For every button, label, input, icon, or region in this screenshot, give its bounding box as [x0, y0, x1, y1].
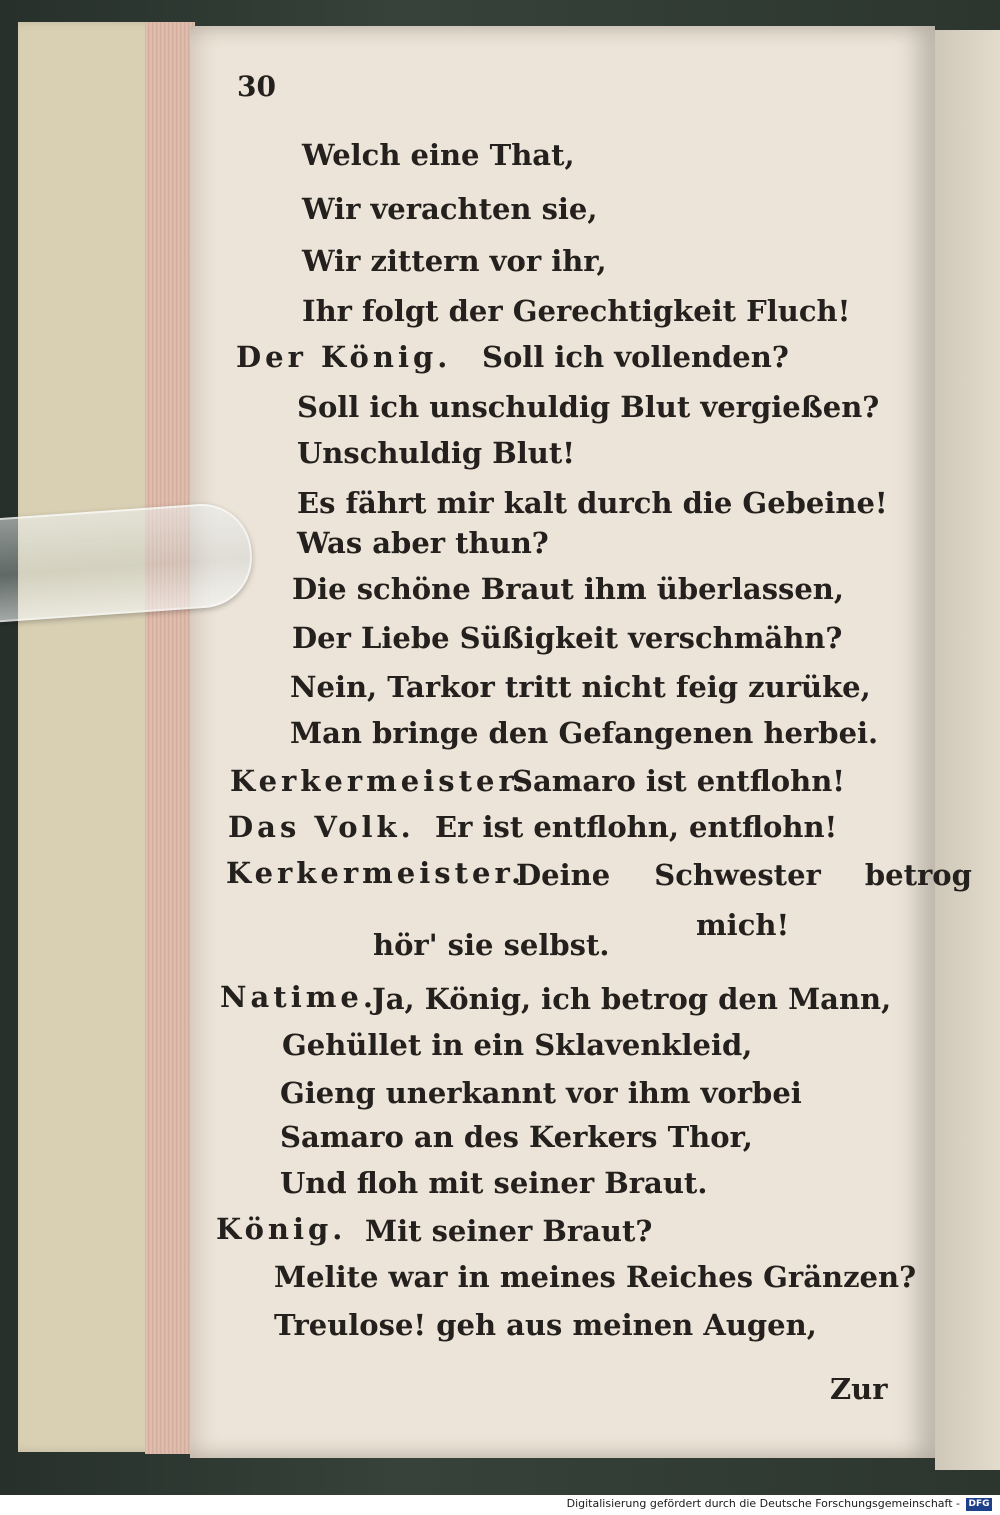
speaker-name: Das Volk.: [228, 810, 415, 844]
verse-line: Was aber thun?: [297, 526, 549, 560]
page-holder-clip: [0, 501, 255, 624]
catchword: Zur: [830, 1372, 888, 1406]
verse-line: Treulose! geh aus meinen Augen,: [274, 1308, 817, 1342]
page-number: 30: [237, 70, 276, 103]
speaker-name: Kerkermeister.: [230, 764, 530, 798]
verse-line: Soll ich unschuldig Blut vergießen?: [297, 390, 880, 424]
verse-line: Es fährt mir kalt durch die Gebeine!: [297, 486, 888, 520]
verse-line: Melite war in meines Reiches Gränzen?: [274, 1260, 917, 1294]
verse-line: Wir verachten sie,: [302, 192, 598, 226]
verse-line: Samaro an des Kerkers Thor,: [280, 1120, 753, 1154]
verse-line: hör' sie selbst.: [373, 928, 610, 962]
speaker-name: Natime.: [220, 980, 377, 1014]
verse-line: Man bringe den Gefangenen herbei.: [290, 716, 879, 750]
verse-line: Welch eine That,: [302, 138, 575, 172]
speaker-name: Der König.: [236, 340, 452, 374]
verse-line: Deine Schwester betrog: [516, 858, 972, 892]
funding-credit: Digitalisierung gefördert durch die Deutsche Forschungsgemeinschaft -: [566, 1497, 960, 1510]
verse-line: Mit seiner Braut?: [365, 1214, 653, 1248]
speaker-name: König.: [216, 1212, 347, 1246]
verse-line: Unschuldig Blut!: [297, 436, 575, 470]
verse-line: Nein, Tarkor tritt nicht feig zurüke,: [290, 670, 871, 704]
verse-line: Und floh mit seiner Braut.: [280, 1166, 708, 1200]
dfg-logo-icon: DFG: [966, 1498, 992, 1511]
footer-bar: [0, 1495, 1000, 1515]
verse-line: Ja, König, ich betrog den Mann,: [372, 982, 892, 1016]
page-edges: [145, 22, 195, 1454]
verse-line: Soll ich vollenden?: [482, 340, 789, 374]
verse-line: Gieng unerkannt vor ihm vorbei: [280, 1076, 802, 1110]
verse-line: Er ist entflohn, entflohn!: [435, 810, 838, 844]
verse-line: Wir zittern vor ihr,: [302, 244, 607, 278]
verse-line: Samaro ist entflohn!: [512, 764, 846, 798]
facing-page-edge: [935, 30, 1000, 1470]
speaker-name: Kerkermeister.: [226, 856, 526, 890]
verse-line: Der Liebe Süßigkeit verschmähn?: [292, 621, 843, 655]
verse-line: Gehüllet in ein Sklavenkleid,: [282, 1028, 753, 1062]
verse-line: mich!: [696, 908, 790, 942]
verse-line: Die schöne Braut ihm überlassen,: [292, 572, 844, 606]
verse-line: Ihr folgt der Gerechtigkeit Fluch!: [302, 294, 851, 328]
book-page: [190, 26, 972, 1458]
